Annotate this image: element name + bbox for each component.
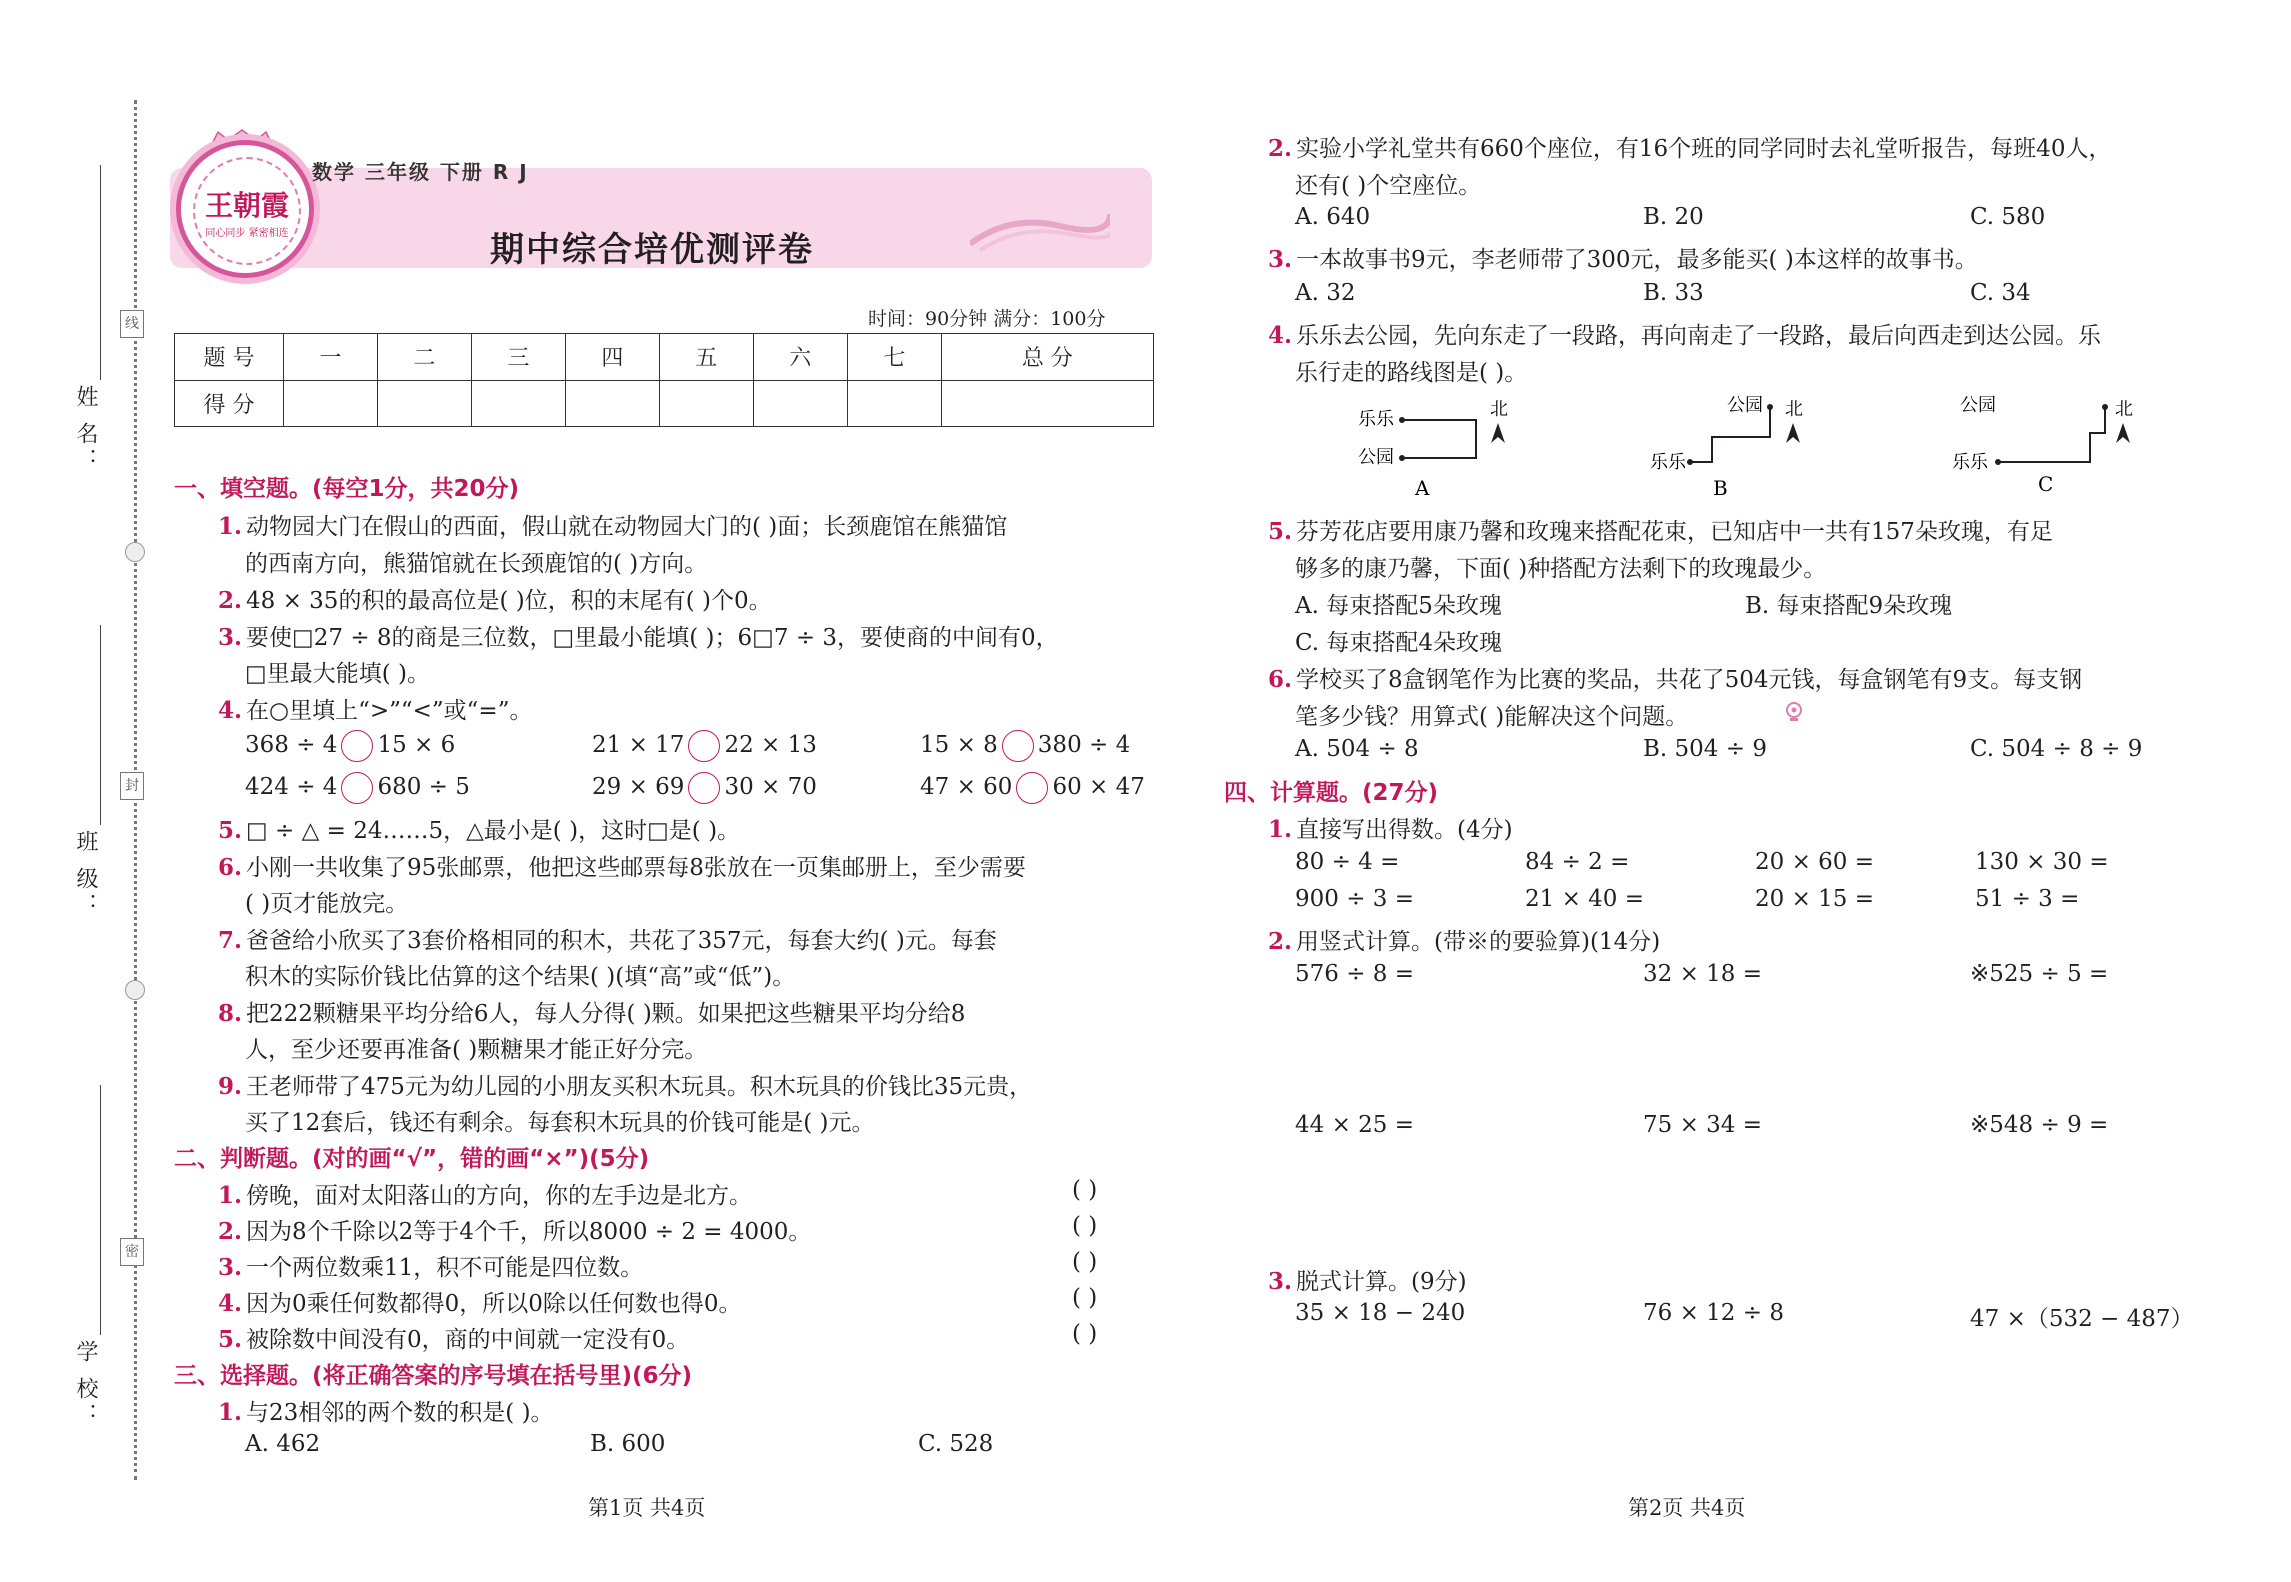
question-text: ( )页才能放完。 [245, 891, 409, 917]
vertical-calc-item: 44 × 25 = [1295, 1112, 1415, 1138]
answer-paren[interactable]: ( ) [1072, 1249, 1098, 1275]
question-text: 乐行走的路线图是( )。 [1295, 360, 1528, 386]
question-text: 动物园大门在假山的西面，假山就在动物园大门的( )面；长颈鹿馆在熊猫馆 [246, 514, 1008, 540]
score-cell: 二 [377, 334, 471, 381]
compare-right: 22 × 13 [724, 732, 817, 758]
vertical-calc-item: 75 × 34 = [1643, 1112, 1763, 1138]
question-1-6 [218, 849, 1026, 882]
question-text: 把222颗糖果平均分给6人，每人分得( )颗。如果把这些糖果平均分给8 [246, 1001, 966, 1027]
compare-right: 30 × 70 [724, 774, 817, 800]
option-a[interactable]: A. 每束搭配5朵玫瑰 [1295, 593, 1502, 619]
question-text: 芬芳花店要用康乃馨和玫瑰来搭配花束，已知店中一共有157朵玫瑰，有足 [1296, 519, 2053, 545]
question-3-1 [218, 1394, 554, 1427]
question-text: 用竖式计算。(带※的要验算)(14分) [1296, 929, 1661, 955]
oral-calc-item: 20 × 60 = [1755, 849, 1875, 875]
score-cell: 七 [847, 334, 941, 381]
question-text: 小刚一共收集了95张邮票，他把这些邮票每8张放在一页集邮册上，至少需要 [246, 855, 1026, 881]
question-text: 要使□27 ÷ 8的商是三位数，□里最小能填( )；6□7 ÷ 3，要使商的中间有0， [246, 625, 1059, 651]
score-input-cell[interactable] [377, 380, 471, 427]
question-text: 因为8个千除以2等于4个千，所以8000 ÷ 2 = 4000。 [246, 1219, 812, 1245]
question-number: 8. [218, 1000, 243, 1027]
section-1-title: 一、填空题。(每空1分，共20分) [174, 476, 520, 502]
compare-left: 21 × 17 [592, 732, 685, 758]
question-number: 6. [1268, 666, 1293, 693]
answer-paren[interactable]: ( ) [1072, 1285, 1098, 1311]
question-1-3 [218, 619, 1059, 652]
north-label: 北 [2115, 399, 2133, 420]
score-input-cell[interactable] [565, 380, 659, 427]
stepwise-calc-item: 35 × 18 − 240 [1295, 1300, 1466, 1326]
question-number: 3. [1268, 1268, 1293, 1295]
question-number: 7. [218, 927, 243, 954]
line-marker: 线 [120, 310, 144, 338]
question-number: 2. [218, 587, 243, 614]
score-cell: 题 号 [175, 334, 284, 381]
compare-right: 15 × 6 [377, 732, 456, 758]
route-diagrams [1340, 395, 2160, 505]
north-label: 北 [1490, 399, 1508, 420]
page-number-left: 第1页 共4页 [588, 1496, 706, 1520]
question-number: 1. [218, 513, 243, 540]
question-3-3 [1268, 241, 1978, 274]
route-path [1998, 407, 2105, 462]
question-3-5 [1268, 513, 2053, 546]
judge-item [218, 1285, 742, 1318]
question-number: 6. [218, 854, 243, 881]
compare-circle[interactable] [688, 730, 720, 762]
question-text: 买了12套后，钱还有剩余。每套积木玩具的价钱可能是( )元。 [245, 1110, 875, 1136]
compare-right: 60 × 47 [1052, 774, 1145, 800]
stepwise-calc-item: 76 × 12 ÷ 8 [1643, 1300, 1784, 1326]
subject-grade-line: 数学 三年级 下册 R J [312, 160, 529, 184]
option-b[interactable]: B. 每束搭配9朵玫瑰 [1745, 593, 1953, 619]
question-1-4 [218, 692, 532, 725]
question-text: 的西南方向，熊猫馆就在长颈鹿馆的( )方向。 [245, 551, 708, 577]
compare-left: 424 ÷ 4 [245, 774, 338, 800]
decorative-ribbon-icon [970, 204, 1110, 254]
option-c[interactable]: C. 34 [1970, 280, 2031, 306]
class-label: 班 级： [73, 830, 98, 919]
question-text: 乐乐去公园，先向东走了一段路，再向南走了一段路，最后向西走到达公园。乐 [1296, 323, 2102, 349]
time-score-info: 时间：90分钟 满分：100分 [868, 308, 1106, 330]
section-3-title: 三、选择题。(将正确答案的序号填在括号里)(6分) [174, 1363, 693, 1389]
option-c[interactable]: C. 504 ÷ 8 ÷ 9 [1970, 736, 2143, 762]
oral-calc-item: 20 × 15 = [1755, 886, 1875, 912]
north-arrow-icon [1786, 423, 1800, 443]
question-text: 脱式计算。(9分) [1296, 1269, 1467, 1295]
judge-item [218, 1213, 811, 1246]
oral-calc-item: 80 ÷ 4 = [1295, 849, 1400, 875]
question-1-7 [218, 922, 997, 955]
north-label: 北 [1785, 399, 1803, 420]
compare-left: 29 × 69 [592, 774, 685, 800]
question-4-1 [1268, 811, 1513, 844]
question-text: 因为0乘任何数都得0，所以0除以任何数也得0。 [246, 1291, 742, 1317]
score-input-cell[interactable] [847, 380, 941, 427]
question-number: 2. [1268, 928, 1293, 955]
binding-hole-icon [125, 980, 145, 1000]
compare-item [245, 772, 470, 804]
score-table-header-row [175, 334, 1154, 381]
question-number: 4. [218, 697, 243, 724]
score-row-label: 得 分 [175, 380, 284, 427]
option-a[interactable]: A. 640 [1295, 204, 1371, 230]
question-number: 1. [1268, 816, 1293, 843]
score-input-cell[interactable] [284, 380, 378, 427]
score-cell: 三 [471, 334, 565, 381]
question-text: □里最大能填( )。 [245, 661, 430, 687]
question-text: 爸爸给小欣买了3套价格相同的积木，共花了357元，每套大约( )元。每套 [246, 928, 997, 954]
question-number: 4. [1268, 322, 1293, 349]
question-number: 3. [218, 624, 243, 651]
logo-text: 王朝霞 [204, 188, 289, 222]
question-text: 学校买了8盒钢笔作为比赛的奖品，共花了504元钱，每盒钢笔有9支。每支钢 [1296, 667, 2083, 693]
compare-circle[interactable] [341, 730, 373, 762]
compare-item [592, 730, 817, 762]
score-cell: 一 [284, 334, 378, 381]
score-table [174, 333, 1154, 427]
question-text: 一个两位数乘11，积不可能是四位数。 [246, 1255, 644, 1281]
question-number: 3. [1268, 246, 1293, 273]
compare-circle[interactable] [341, 772, 373, 804]
question-text: 实验小学礼堂共有660个座位，有16个班的同学同时去礼堂听报告，每班40人， [1296, 136, 2112, 162]
oral-calc-item: 900 ÷ 3 = [1295, 886, 1415, 912]
name-blank-line [100, 165, 101, 380]
north-arrow-icon [1491, 423, 1505, 443]
compare-left: 368 ÷ 4 [245, 732, 338, 758]
question-text: 被除数中间没有0，商的中间就一定没有0。 [246, 1327, 690, 1353]
section-2-title: 二、判断题。(对的画“√”，错的画“×”)(5分) [174, 1146, 650, 1172]
question-number: 1. [218, 1182, 243, 1209]
answer-paren[interactable]: ( ) [1072, 1213, 1098, 1239]
question-text: 人，至少还要再准备( )颗糖果才能正好分完。 [245, 1037, 708, 1063]
option-label: A [1415, 476, 1430, 500]
question-3-2 [1268, 130, 2111, 163]
question-1-1 [218, 508, 1007, 541]
question-text: 在○里填上“>”“<”或“=”。 [246, 698, 533, 724]
question-text: 王老师带了475元为幼儿园的小朋友买积木玩具。积木玩具的价钱比35元贵， [246, 1074, 1033, 1100]
question-1-8 [218, 995, 965, 1028]
page-number-right: 第2页 共4页 [1628, 1496, 1746, 1520]
logo-subtext: 同心同步 紧密相连 [205, 227, 289, 239]
oral-calc-item: 130 × 30 = [1975, 849, 2109, 875]
score-cell: 五 [659, 334, 753, 381]
option-b[interactable]: B. 20 [1643, 204, 1704, 230]
question-4-3 [1268, 1263, 1467, 1296]
compare-item [592, 772, 817, 804]
option-b[interactable]: B. 600 [590, 1431, 666, 1457]
stepwise-calc-item: 47 ×（532 − 487） [1970, 1306, 2194, 1332]
question-number: 1. [218, 1399, 243, 1426]
question-text: 够多的康乃馨，下面( )种搭配方法剩下的玫瑰最少。 [1295, 556, 1827, 582]
score-input-cell[interactable] [471, 380, 565, 427]
option-c[interactable]: C. 580 [1970, 204, 2046, 230]
oral-calc-item: 51 ÷ 3 = [1975, 886, 2080, 912]
question-number: 2. [1268, 135, 1293, 162]
school-label: 学 校： [73, 1340, 98, 1429]
vertical-calc-item: ※548 ÷ 9 = [1970, 1112, 2109, 1138]
vertical-calc-item: 576 ÷ 8 = [1295, 961, 1415, 987]
option-c[interactable]: C. 每束搭配4朵玫瑰 [1295, 630, 1503, 656]
question-text: 笔多少钱？用算式( )能解决这个问题。 [1295, 704, 1689, 730]
question-text: 与23相邻的两个数的积是( )。 [246, 1400, 554, 1426]
question-text: 一本故事书9元，李老师带了300元，最多能买( )本这样的故事书。 [1296, 247, 1978, 273]
vertical-calc-item: ※525 ÷ 5 = [1970, 961, 2109, 987]
question-number: 4. [218, 1290, 243, 1317]
oral-calc-item: 21 × 40 = [1525, 886, 1645, 912]
question-number: 9. [218, 1073, 243, 1100]
compare-circle[interactable] [1002, 730, 1034, 762]
class-blank-line [100, 625, 101, 825]
judge-item [218, 1321, 689, 1354]
compare-item [920, 772, 1145, 804]
option-a[interactable]: A. 32 [1295, 280, 1356, 306]
score-cell: 六 [753, 334, 847, 381]
score-input-cell[interactable] [753, 380, 847, 427]
compare-item [245, 730, 455, 762]
question-number: 5. [218, 1326, 243, 1353]
oral-calc-item: 84 ÷ 2 = [1525, 849, 1630, 875]
seal-marker: 封 [120, 772, 144, 800]
compare-circle[interactable] [688, 772, 720, 804]
option-a[interactable]: A. 462 [245, 1431, 321, 1457]
hint-bulb-icon[interactable] [1782, 700, 1806, 724]
answer-paren[interactable]: ( ) [1072, 1321, 1098, 1347]
compare-right: 380 ÷ 4 [1037, 732, 1131, 758]
question-number: 2. [218, 1218, 243, 1245]
option-a[interactable]: A. 504 ÷ 8 [1295, 736, 1419, 762]
judge-item [218, 1177, 752, 1210]
park-label: 公园 [1358, 447, 1394, 468]
park-label: 公园 [1960, 395, 1996, 416]
question-number: 5. [1268, 518, 1293, 545]
question-1-9 [218, 1068, 1032, 1101]
question-1-5 [218, 812, 740, 845]
question-text: 还有( )个空座位。 [1295, 173, 1482, 199]
option-b[interactable]: B. 33 [1643, 280, 1704, 306]
question-text: 傍晚，面对太阳落山的方向，你的左手边是北方。 [246, 1183, 753, 1209]
judge-item [218, 1249, 643, 1282]
exam-title: 期中综合培优测评卷 [490, 230, 814, 270]
score-cell: 四 [565, 334, 659, 381]
score-input-cell[interactable] [659, 380, 753, 427]
option-label: B [1713, 476, 1728, 500]
option-label: C [2038, 472, 2054, 496]
route-diagram-b[interactable] [1650, 395, 1803, 500]
lele-label: 乐乐 [1650, 452, 1686, 473]
answer-paren[interactable]: ( ) [1072, 1177, 1098, 1203]
route-path [1402, 420, 1476, 458]
section-4-title: 四、计算题。(27分) [1224, 780, 1439, 806]
question-number: 5. [218, 817, 243, 844]
secret-marker: 密 [120, 1238, 144, 1266]
route-diagram-c[interactable] [1952, 395, 2133, 496]
question-text: 积木的实际价钱比估算的这个结果( )(填“高”或“低”)。 [245, 964, 796, 990]
option-c[interactable]: C. 528 [918, 1431, 994, 1457]
question-4-2 [1268, 923, 1660, 956]
question-3-6 [1268, 661, 2082, 694]
school-blank-line [100, 1085, 101, 1335]
question-text: 48 × 35的积的最高位是( )位，积的末尾有( )个0。 [246, 588, 772, 614]
question-text: □ ÷ △ = 24……5，△最小是( )，这时□是( )。 [246, 818, 741, 844]
route-diagram-a[interactable] [1358, 399, 1508, 500]
option-b[interactable]: B. 504 ÷ 9 [1643, 736, 1767, 762]
question-1-2 [218, 582, 772, 615]
compare-circle[interactable] [1016, 772, 1048, 804]
lele-label: 乐乐 [1358, 409, 1394, 430]
vertical-calc-item: 32 × 18 = [1643, 961, 1763, 987]
binding-hole-icon [125, 542, 145, 562]
north-arrow-icon [2116, 423, 2130, 443]
lele-label: 乐乐 [1952, 452, 1988, 473]
score-cell: 总 分 [941, 334, 1153, 381]
name-label: 姓 名： [73, 385, 98, 474]
question-number: 3. [218, 1254, 243, 1281]
compare-item [920, 730, 1130, 762]
compare-left: 15 × 8 [920, 732, 998, 758]
compare-right: 680 ÷ 5 [377, 774, 470, 800]
score-table-score-row [175, 380, 1154, 427]
brand-logo [176, 140, 314, 278]
question-3-4 [1268, 317, 2101, 350]
question-text: 直接写出得数。(4分) [1296, 817, 1513, 843]
score-input-cell[interactable] [941, 380, 1153, 427]
park-label: 公园 [1727, 395, 1763, 416]
compare-left: 47 × 60 [920, 774, 1013, 800]
